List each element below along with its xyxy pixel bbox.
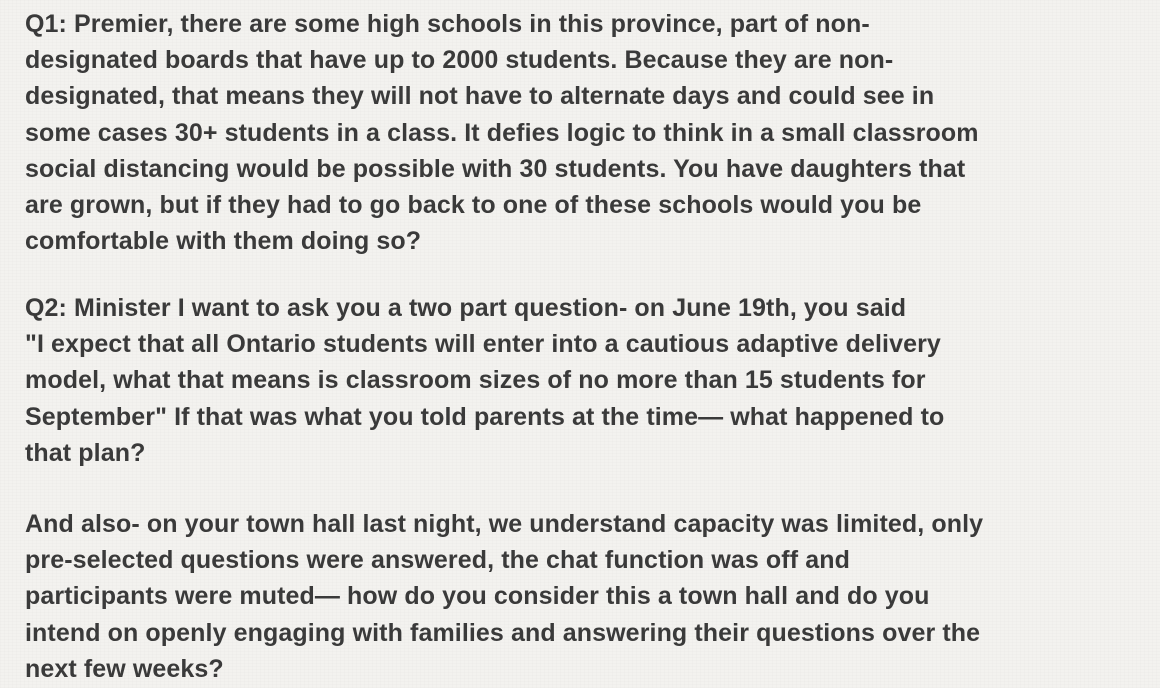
text-line: comfortable with them doing so?: [25, 227, 422, 256]
text-line: pre-selected questions were answered, the chat function was off and: [25, 546, 850, 575]
follow-up-paragraph: [0, 506, 983, 687]
text-line: "I expect that all Ontario students will enter into a cautious adaptive delivery: [25, 330, 941, 359]
text-line: intend on openly engaging with families and answering their questions over the: [25, 618, 981, 647]
text-line: model, what that means is classroom sizes of no more than 15 students for: [25, 366, 926, 395]
text-line: that plan?: [25, 438, 146, 467]
question-1-paragraph: [0, 6, 979, 259]
text-line: Q2: Minister I want to ask you a two part question- on June 19th, you said: [25, 294, 907, 322]
text-line: September" If that was what you told parents at the time— what happened to: [25, 402, 945, 431]
text-line: social distancing would be possible with 30 students. You have daughters that: [25, 154, 966, 183]
text-line: are grown, but if they had to go back to one of these schools would you be: [25, 191, 922, 220]
text-line: And also- on your town hall last night, we understand capacity was limited, only: [25, 510, 984, 538]
text-line: participants were muted— how do you consider this a town hall and do you: [25, 582, 930, 611]
text-line: next few weeks?: [25, 654, 224, 683]
text-line: designated boards that have up to 2000 students. Because they are non-: [25, 46, 894, 75]
text-line: Q1: Premier, there are some high schools in this province, part of non-: [25, 10, 870, 38]
question-2-paragraph: [0, 290, 944, 471]
text-line: designated, that means they will not have to alternate days and could see in: [25, 82, 935, 111]
text-line: some cases 30+ students in a class. It defies logic to think in a small classroom: [25, 118, 979, 147]
